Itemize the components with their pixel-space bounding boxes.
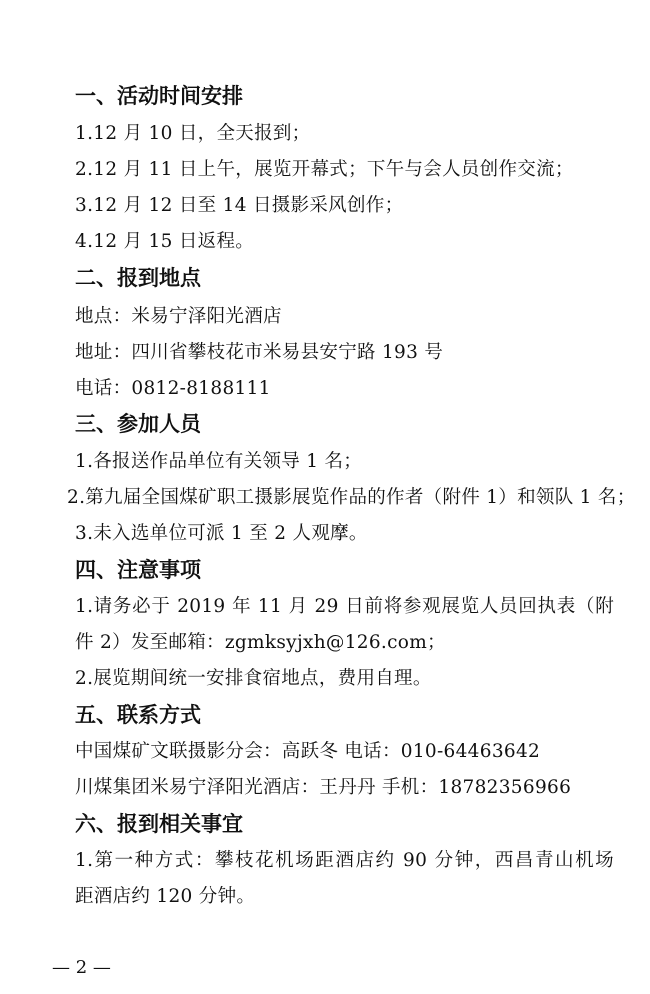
arrival-item-1-line-1: 1.第一种方式：攀枝花机场距酒店约 90 分钟，西昌青山机场: [75, 850, 614, 871]
section-heading-contacts: 五、联系方式: [75, 703, 201, 727]
notes-item-2: 2.展览期间统一安排食宿地点，费用自理。: [75, 668, 432, 689]
contact-line-2: 川煤集团米易宁泽阳光酒店：王丹丹 手机：18782356966: [75, 777, 572, 798]
schedule-item-2: 2.12 月 11 日上午，展览开幕式；下午与会人员创作交流；: [75, 159, 574, 180]
section-heading-schedule: 一、活动时间安排: [75, 84, 243, 108]
location-phone: 电话：0812-8188111: [75, 378, 271, 399]
contact-line-1: 中国煤矿文联摄影分会：高跃冬 电话：010-64463642: [75, 741, 541, 762]
participants-item-1: 1.各报送作品单位有关领导 1 名；: [75, 451, 363, 472]
participants-item-3: 3.未入选单位可派 1 至 2 人观摩。: [75, 523, 368, 544]
notes-item-1-line-2: 件 2）发至邮箱：zgmksyjxh@126.com；: [75, 632, 446, 653]
page-number: — 2 —: [52, 957, 111, 978]
location-venue: 地点：米易宁泽阳光酒店: [75, 306, 282, 327]
schedule-item-3: 3.12 月 12 日至 14 日摄影采风创作；: [75, 195, 404, 216]
location-address: 地址：四川省攀枝花市米易县安宁路 193 号: [75, 342, 444, 363]
section-heading-participants: 三、参加人员: [75, 412, 201, 436]
schedule-item-4: 4.12 月 15 日返程。: [75, 231, 255, 252]
section-heading-location: 二、报到地点: [75, 266, 201, 290]
section-heading-notes: 四、注意事项: [75, 558, 201, 582]
schedule-item-1: 1.12 月 10 日，全天报到；: [75, 123, 311, 144]
notes-item-1-line-1: 1.请务必于 2019 年 11 月 29 日前将参观展览人员回执表（附: [75, 596, 614, 617]
section-heading-arrival: 六、报到相关事宜: [75, 812, 243, 836]
arrival-item-1-line-2: 距酒店约 120 分钟。: [75, 886, 256, 907]
participants-item-2: 2.第九届全国煤矿职工摄影展览作品的作者（附件 1）和领队 1 名；: [67, 487, 636, 508]
